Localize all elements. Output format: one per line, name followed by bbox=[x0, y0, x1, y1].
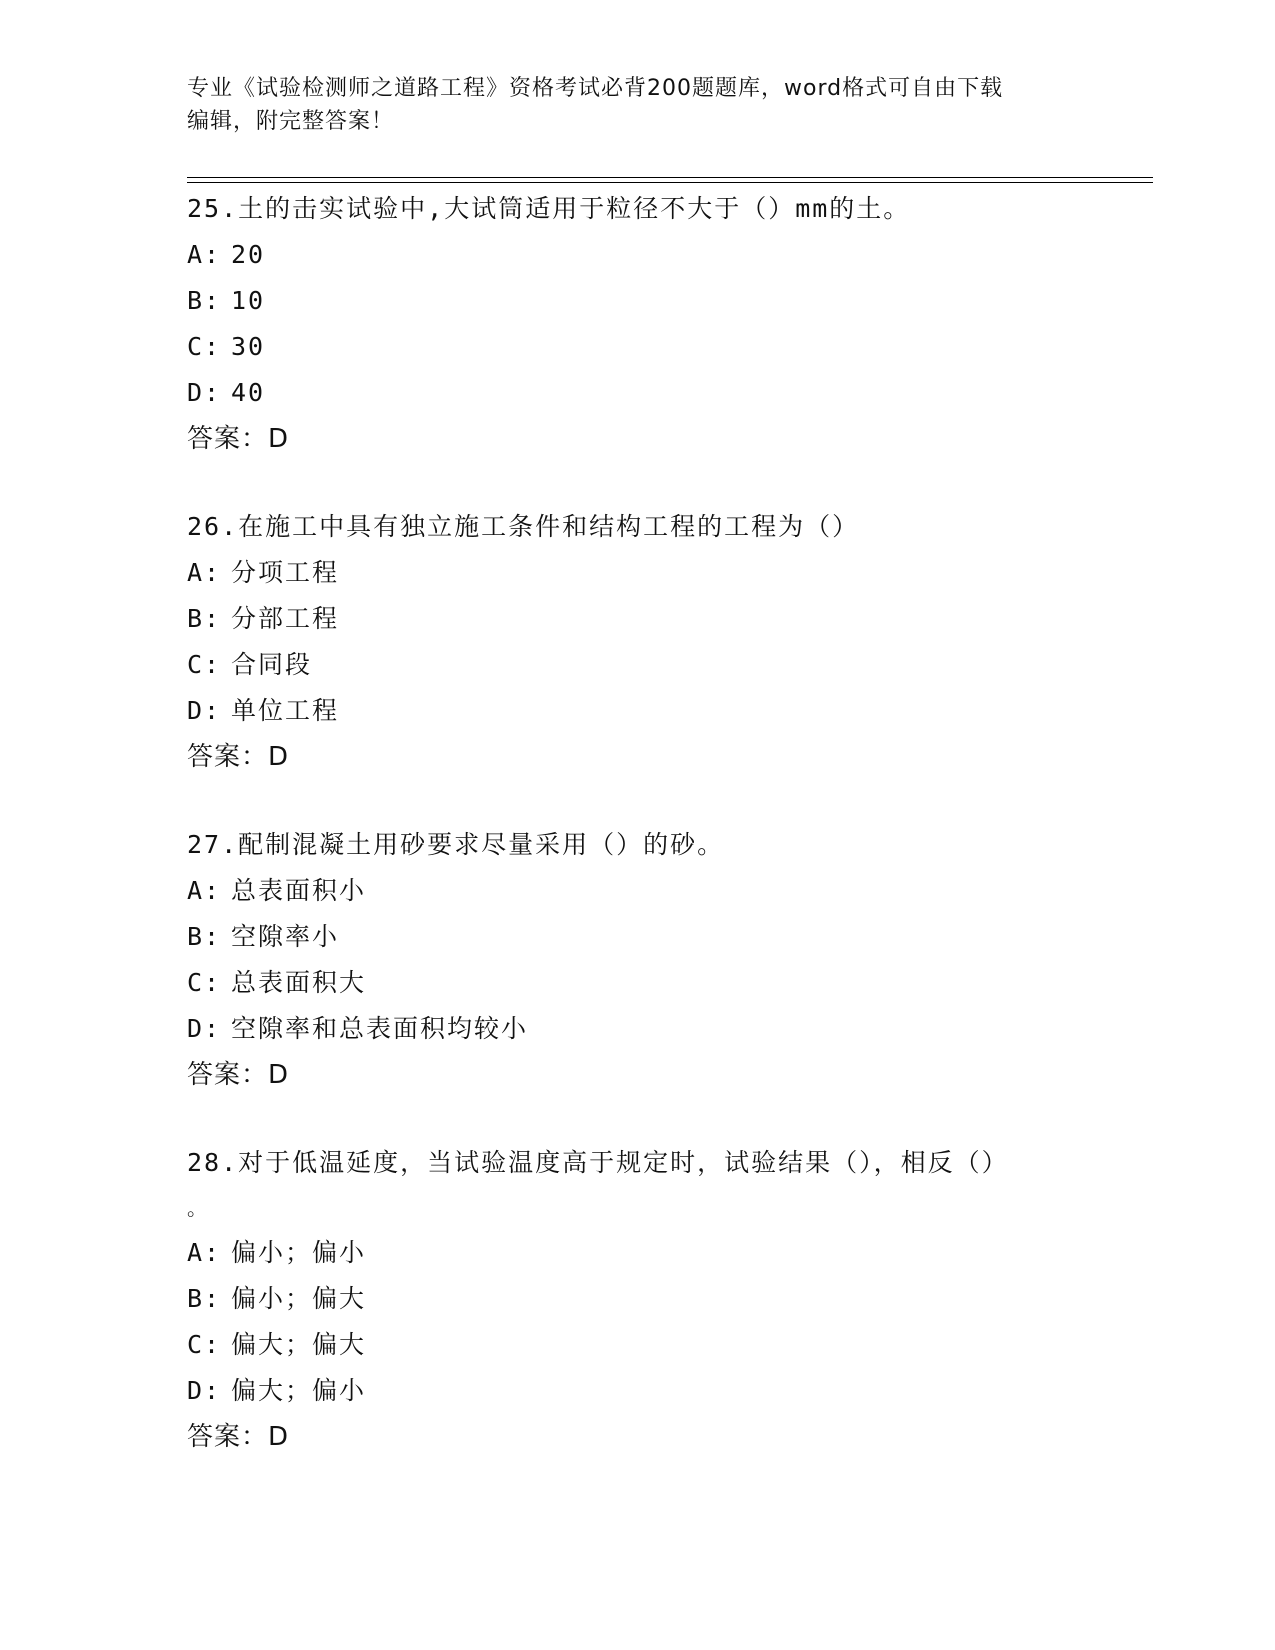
option-a bbox=[187, 868, 1087, 914]
document-header bbox=[187, 72, 1087, 138]
option-c bbox=[187, 960, 1087, 1006]
option-text: 单位工程 bbox=[231, 696, 340, 725]
option-key: C: bbox=[187, 968, 222, 997]
option-text: 合同段 bbox=[231, 650, 313, 679]
option-d bbox=[187, 1006, 1087, 1052]
question-stem: 25.土的击实试验中,大试筒适用于粒径不大于（）mm的土。 bbox=[187, 194, 911, 223]
option-d bbox=[187, 1368, 1087, 1414]
option-text: 40 bbox=[231, 378, 266, 407]
option-key: A: bbox=[187, 240, 222, 269]
header-line-1: 专业《试验检测师之道路工程》资格考试必背200题题库，word格式可自由下载 bbox=[187, 76, 1004, 101]
option-b bbox=[187, 914, 1087, 960]
question-stem: 26.在施工中具有独立施工条件和结构工程的工程为（） bbox=[187, 512, 860, 541]
option-key: D: bbox=[187, 1014, 222, 1043]
option-c bbox=[187, 324, 1087, 370]
option-text: 偏小；偏小 bbox=[231, 1238, 367, 1267]
option-key: B: bbox=[187, 604, 222, 633]
option-c bbox=[187, 642, 1087, 688]
answer-line: 答案：D bbox=[187, 1060, 290, 1090]
option-key: B: bbox=[187, 1284, 222, 1313]
header-divider-bottom bbox=[187, 182, 1153, 183]
option-key: D: bbox=[187, 1376, 222, 1405]
option-text: 30 bbox=[231, 332, 266, 361]
option-b bbox=[187, 278, 1087, 324]
option-text: 空隙率小 bbox=[231, 922, 340, 951]
option-b bbox=[187, 1276, 1087, 1322]
header-divider-top bbox=[187, 177, 1153, 178]
option-b bbox=[187, 596, 1087, 642]
answer-line: 答案：D bbox=[187, 1422, 290, 1452]
option-key: A: bbox=[187, 876, 222, 905]
option-key: A: bbox=[187, 1238, 222, 1267]
option-text: 20 bbox=[231, 240, 266, 269]
option-text: 偏大；偏大 bbox=[231, 1330, 367, 1359]
option-text: 总表面积小 bbox=[231, 876, 367, 905]
question-stem: 28.对于低温延度，当试验温度高于规定时，试验结果（），相反（） bbox=[187, 1148, 1009, 1177]
option-key: B: bbox=[187, 922, 222, 951]
option-text: 分项工程 bbox=[231, 558, 340, 587]
question-26 bbox=[187, 504, 1087, 780]
question-27 bbox=[187, 822, 1087, 1098]
question-stem-continuation: 。 bbox=[187, 1196, 209, 1220]
option-key: B: bbox=[187, 286, 222, 315]
header-line-2: 编辑，附完整答案！ bbox=[187, 109, 395, 134]
option-key: A: bbox=[187, 558, 222, 587]
option-key: C: bbox=[187, 332, 222, 361]
option-key: C: bbox=[187, 650, 222, 679]
option-key: C: bbox=[187, 1330, 222, 1359]
option-text: 偏小；偏大 bbox=[231, 1284, 367, 1313]
option-key: D: bbox=[187, 378, 222, 407]
question-28 bbox=[187, 1140, 1087, 1460]
option-d bbox=[187, 688, 1087, 734]
option-text: 分部工程 bbox=[231, 604, 340, 633]
option-text: 总表面积大 bbox=[231, 968, 367, 997]
option-text: 偏大；偏小 bbox=[231, 1376, 367, 1405]
option-text: 空隙率和总表面积均较小 bbox=[231, 1014, 529, 1043]
option-d bbox=[187, 370, 1087, 416]
option-c bbox=[187, 1322, 1087, 1368]
answer-line: 答案：D bbox=[187, 424, 290, 454]
option-a bbox=[187, 550, 1087, 596]
question-stem: 27.配制混凝土用砂要求尽量采用（）的砂。 bbox=[187, 830, 725, 859]
question-25 bbox=[187, 186, 1087, 462]
answer-line: 答案：D bbox=[187, 742, 290, 772]
option-a bbox=[187, 232, 1087, 278]
option-a bbox=[187, 1230, 1087, 1276]
option-key: D: bbox=[187, 696, 222, 725]
option-text: 10 bbox=[231, 286, 266, 315]
